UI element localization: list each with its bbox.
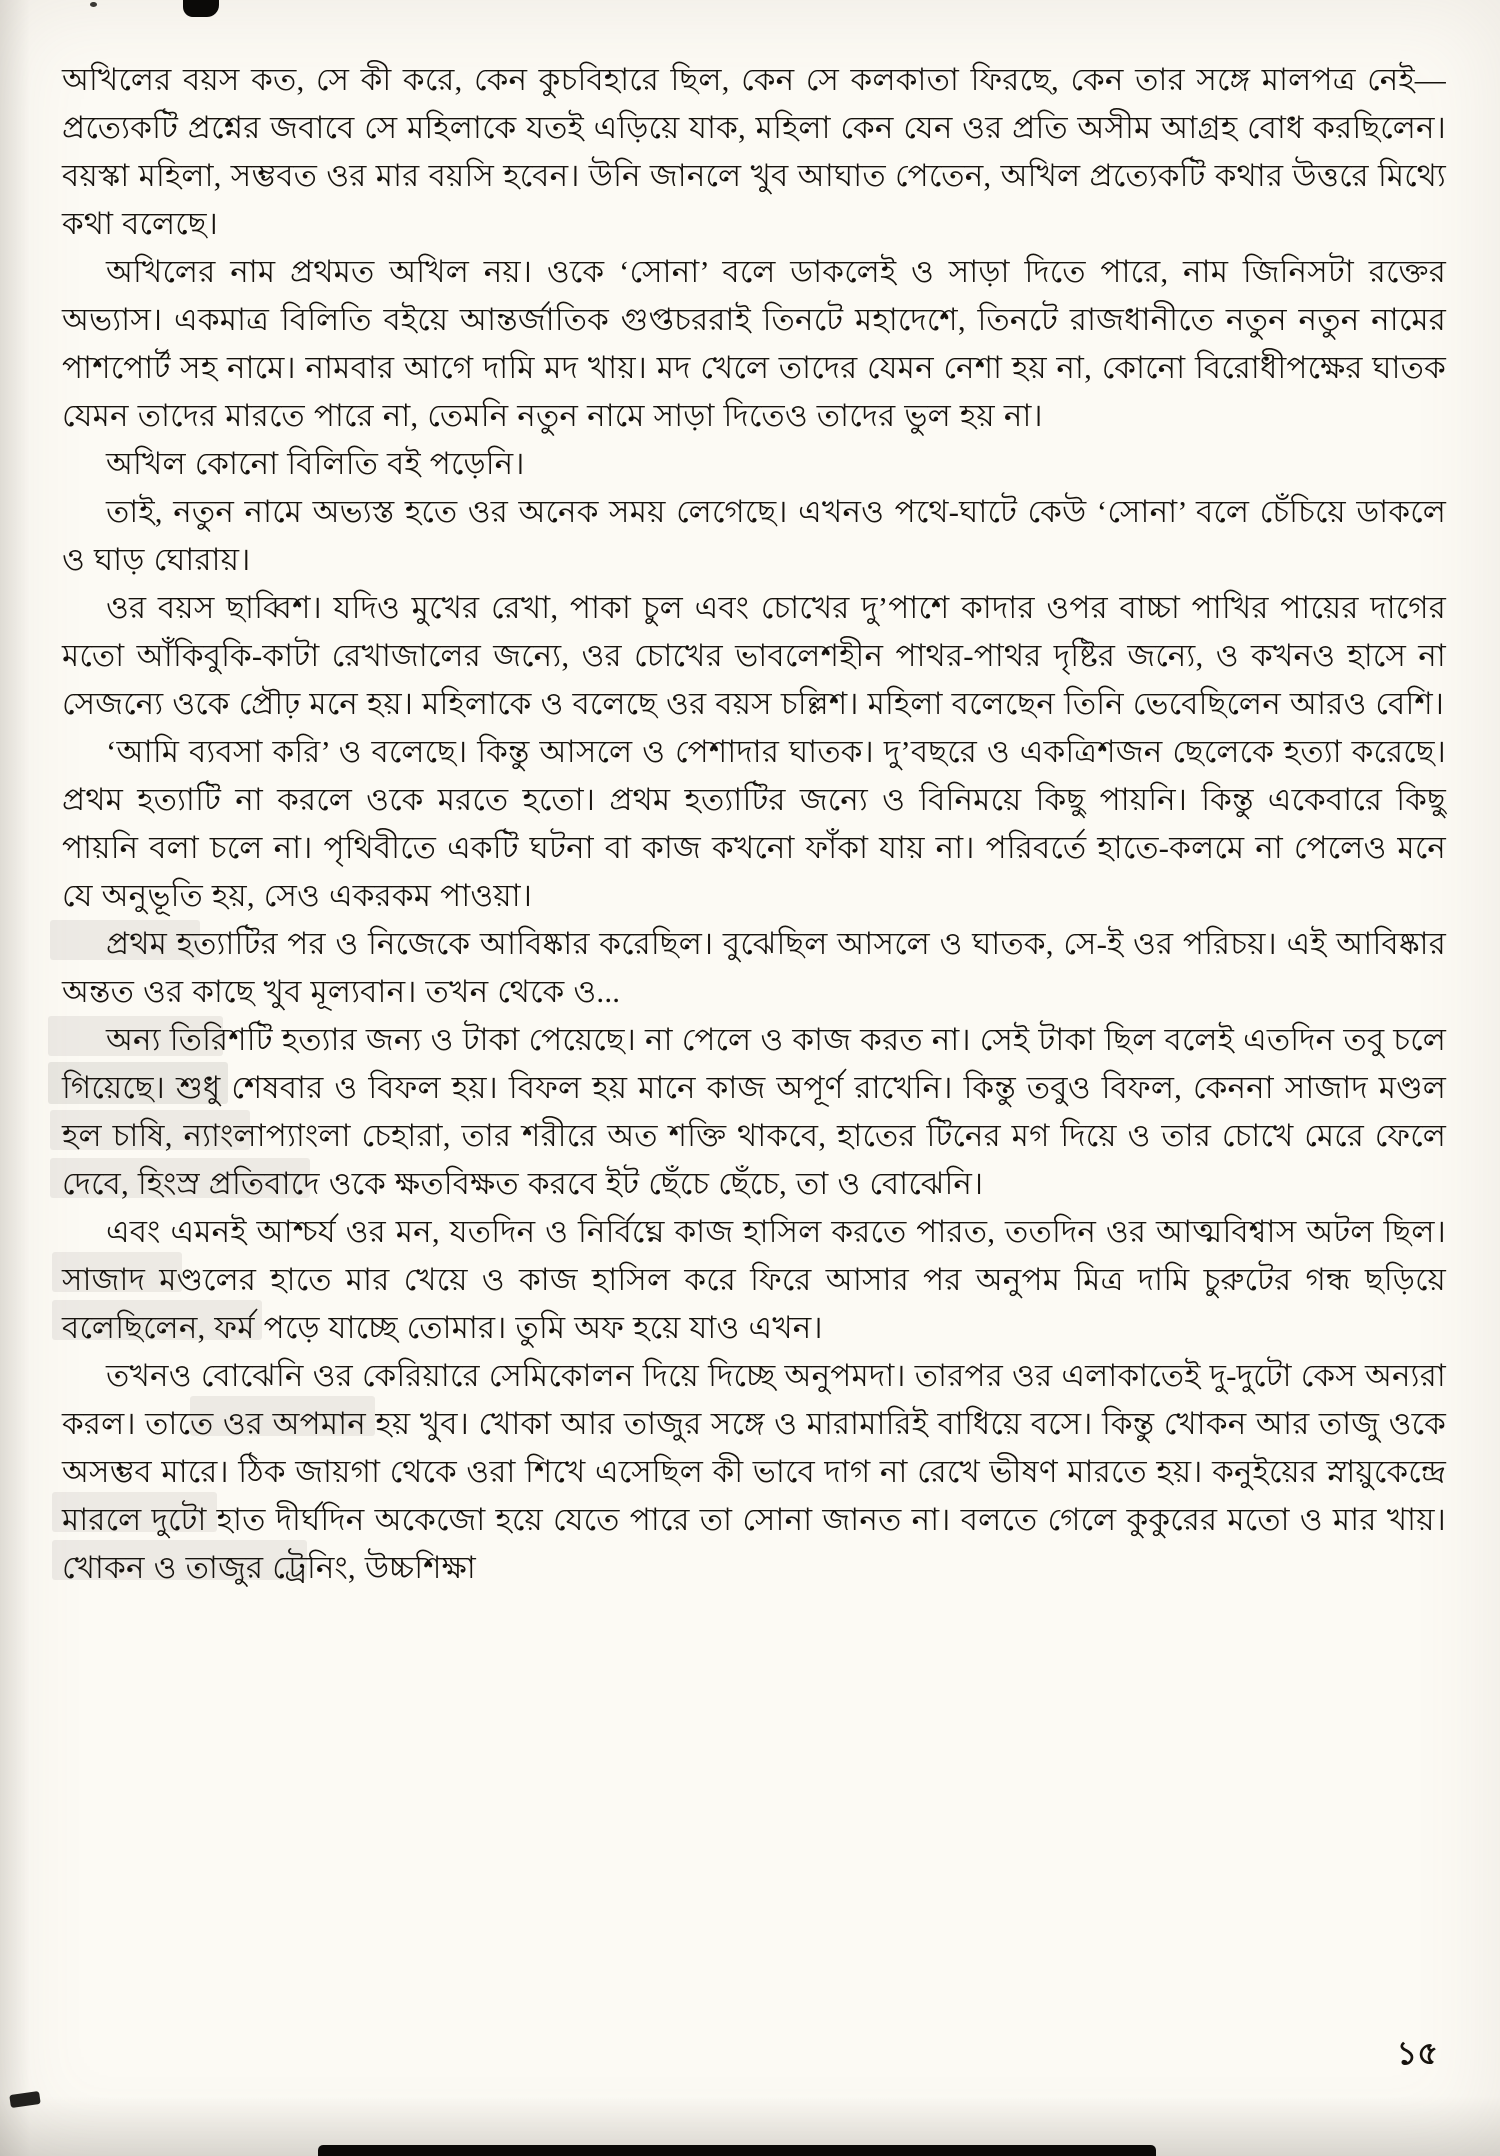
scan-artifact-bottom-bar: [318, 2145, 1156, 2156]
paragraph-3: অখিল কোনো বিলিতি বই পড়েনি।: [106, 446, 525, 481]
scan-artifact-bottom-left: [9, 2091, 41, 2108]
paragraph-10: তখনও বোঝেনি ওর কেরিয়ারে সেমিকোলন দিয়ে দিচ্ছে অনুপমদা। তারপর ওর এলাকাতেই দু-দুটো কেস অন্যরা করল। তাতে ওর অপমান হয় খুব। খোকা আর তাজুর সঙ্গে ও মারামারিই বাধিয়ে বসে। কিন্তু খোকন আর তাজু ওকে অসম্ভব মারে। ঠিক জায়গা থেকে ওরা শিখে এসেছিল কী ভাবে দাগ না রেখে ভীষণ মারতে হয়। কনুইয়ের স্নায়ুকেন্দ্রে মারলে দুটো হাত দীর্ঘদিন অকেজো হয়ে যেতে পারে তা সোনা জানত না। বলতে গেলে কুকুরের মতো ও মার খায়। খোকন ও তাজুর ট্রেনিং, উচ্চশিক্ষা: [62, 1358, 1446, 1585]
paragraph-1: অখিলের বয়স কত, সে কী করে, কেন কুচবিহারে ছিল, কেন সে কলকাতা ফিরছে, কেন তার সঙ্গে মালপত্র নেই—প্রত্যেকটি প্রশ্নের জবাবে সে মহিলাকে যতই এড়িয়ে যাক, মহিলা কেন যেন ওর প্রতি অসীম আগ্রহ বোধ করছিলেন। বয়স্কা মহিলা, সম্ভবত ওর মার বয়সি হবেন। উনি জানলে খুব আঘাত পেতেন, অখিল প্রত্যেকটি কথার উত্তরে মিথ্যে কথা বলেছে।: [62, 62, 1446, 241]
scan-artifact-top-blob: [183, 0, 219, 17]
paragraph-9: এবং এমনই আশ্চর্য ওর মন, যতদিন ও নির্বিঘ্নে কাজ হাসিল করতে পারত, ততদিন ওর আত্মবিশ্বাস অটল ছিল। সাজাদ মণ্ডলের হাতে মার খেয়ে ও কাজ হাসিল করে ফিরে আসার পর অনুপম মিত্র দামি চুরুটের গন্ধ ছড়িয়ে বলেছিলেন, ফর্ম পড়ে যাচ্ছে তোমার। তুমি অফ হয়ে যাও এখন।: [62, 1214, 1446, 1345]
scan-edge-shadow-left: [0, 0, 30, 2156]
scan-artifact-top-speck: [90, 2, 97, 7]
scan-edge-shadow-bottom: [0, 2096, 1500, 2156]
page-number: ১৫: [1396, 2035, 1438, 2071]
paragraph-2: অখিলের নাম প্রথমত অখিল নয়। ওকে ‘সোনা’ বলে ডাকলেই ও সাড়া দিতে পারে, নাম জিনিসটা রক্তের অভ্যাস। একমাত্র বিলিতি বইয়ে আন্তর্জাতিক গুপ্তচররাই তিনটে মহাদেশে, তিনটে রাজধানীতে নতুন নতুন নামের পাশপোর্ট সহ নামে। নামবার আগে দামি মদ খায়। মদ খেলে তাদের যেমন নেশা হয় না, কোনো বিরোধীপক্ষের ঘাতক যেমন তাদের মারতে পারে না, তেমনি নতুন নামে সাড়া দিতেও তাদের ভুল হয় না।: [62, 254, 1446, 433]
paragraph-7: প্রথম হত্যাটির পর ও নিজেকে আবিষ্কার করেছিল। বুঝেছিল আসলে ও ঘাতক, সে-ই ওর পরিচয়। এই আবিষ্কার অন্তত ওর কাছে খুব মূল্যবান। তখন থেকে ও...: [62, 926, 1446, 1009]
paragraph-8: অন্য তিরিশটি হত্যার জন্য ও টাকা পেয়েছে। না পেলে ও কাজ করত না। সেই টাকা ছিল বলেই এতদিন তবু চলে গিয়েছে। শুধু শেষবার ও বিফল হয়। বিফল হয় মানে কাজ অপূর্ণ রাখেনি। কিন্তু তবুও বিফল, কেননা সাজাদ মণ্ডল হল চাষি, ন্যাংলাপ্যাংলা চেহারা, তার শরীরে অত শক্তি থাকবে, হাতের টিনের মগ দিয়ে ও তার চোখে মেরে ফেলে দেবে, হিংস্র প্রতিবাদে ওকে ক্ষতবিক্ষত করবে ইট ছেঁচে ছেঁচে, তা ও বোঝেনি।: [62, 1022, 1446, 1201]
paragraph-6: ‘আমি ব্যবসা করি’ ও বলেছে। কিন্তু আসলে ও পেশাদার ঘাতক। দু’বছরে ও একত্রিশজন ছেলেকে হত্যা করেছে। প্রথম হত্যাটি না করলে ওকে মরতে হতো। প্রথম হত্যাটির জন্যে ও বিনিময়ে কিছু পায়নি। কিন্তু একেবারে কিছু পায়নি বলা চলে না। পৃথিবীতে একটি ঘটনা বা কাজ কখনো ফাঁকা যায় না। পরিবর্তে হাতে-কলমে না পেলেও মনে যে অনুভূতি হয়, সেও একরকম পাওয়া।: [62, 734, 1446, 913]
paragraph-5: ওর বয়স ছাব্বিশ। যদিও মুখের রেখা, পাকা চুল এবং চোখের দু’পাশে কাদার ওপর বাচ্চা পাখির পায়ের দাগের মতো আঁকিবুকি-কাটা রেখাজালের জন্যে, ওর চোখের ভাবলেশহীন পাথর-পাথর দৃষ্টির জন্যে, ও কখনও হাসে না সেজন্যে ওকে প্রৌঢ় মনে হয়। মহিলাকে ও বলেছে ওর বয়স চল্লিশ। মহিলা বলেছেন তিনি ভেবেছিলেন আরও বেশি।: [62, 590, 1446, 721]
body-text-block: [62, 56, 1446, 1592]
paragraph-4: তাই, নতুন নামে অভ্যস্ত হতে ওর অনেক সময় লেগেছে। এখনও পথে-ঘাটে কেউ ‘সোনা’ বলে চেঁচিয়ে ডাকলে ও ঘাড় ঘোরায়।: [62, 494, 1446, 577]
